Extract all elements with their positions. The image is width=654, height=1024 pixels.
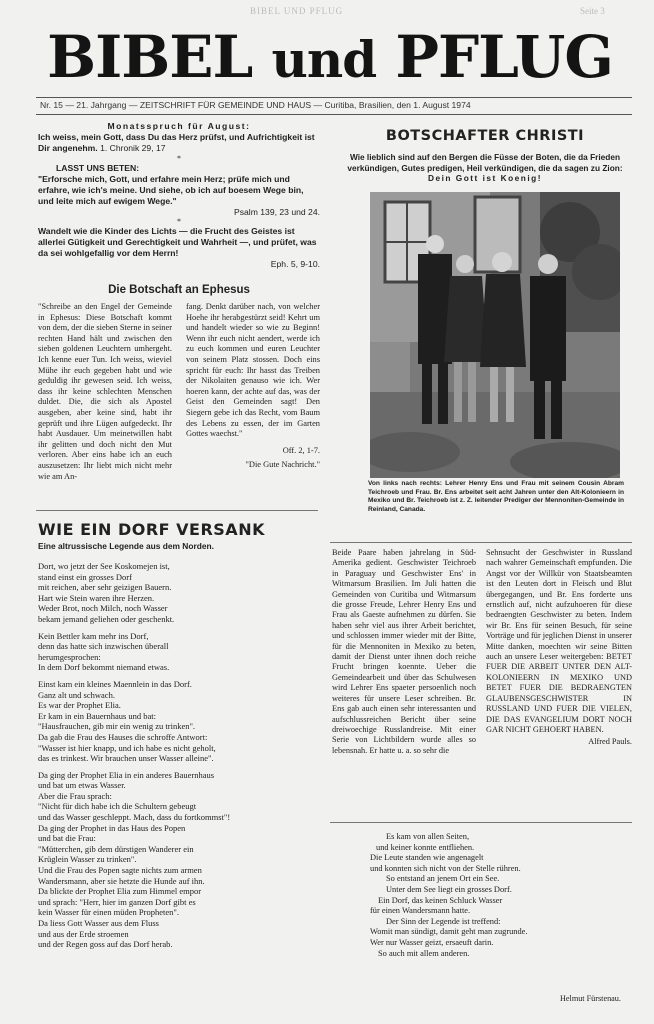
poem-line: denn das hatte sich inzwischen überall [38,641,169,652]
botschafter-author: Alfred Pauls. [588,737,632,747]
dorf-title: WIE EIN DORF VERSANK [38,520,265,539]
poem-line: Da gab die Frau des Hauses die schroffe Antwort: [38,731,208,742]
dorf-subtitle: Eine altrussische Legende aus dem Norden. [38,541,214,551]
poem-end-line: Womit man sündigt, damit geht man zugrunde. [370,927,528,937]
masthead-rule-bottom [36,114,632,115]
poem-line: und bat um etwas Wasser. [38,780,126,791]
ephesus-source: "Die Gute Nachricht." [245,460,320,470]
poem-line: "Nicht für dich habe ich die Schultern gebeugt [38,801,197,812]
poem-end-line: So auch mit allem anderen. [378,948,470,958]
poem-line: herumgesprochen: [38,651,101,662]
poem-line: Aber die Frau sprach: [38,790,112,801]
botschafter-col-2-caps: BETET FUER DIE ARBEIT UNTER DEN ALT-KOLONIEERN IN MEXIKO UND BETET FUER DIE BEDRAENGTEN GLAUBENSGESCHWISTER IN RUSSLAND UND FUER DIE VIELEN, DIE DAS EVANGELIUM DORT NOCH GAR NICHT GEHOERT HABEN. [486,652,632,734]
botschafter-title: BOTSCHAFTER CHRISTI [385,128,585,144]
poem-line: das es trinkest. Wir brauchen unser Wasser alleine". [38,753,214,764]
botschafter-col-1: Beide Paare haben jahrelang in Süd-Amerika gedient. Geschwister Teichroeb in Paraguay und Geschwister Ens' in Witmarsum Brasilien. Im Juli hatten die Gemeinden von Curitiba und Witmarsum die grosse Freude, Lehrer Henry Ens und Frau als Gaeste aufnehmen zu dürfen. Sie haben sehr viel aus ihrer Arbeit berichtet, und schlossen immer wieder mit der Bitte, für die Mennoniten in Mexiko zu beten, damit der Dienst unter ihnen doch reiche Frucht bringen koennte. Ueber die Gemeindearbeit und über das Schulwesen wird Lehrer Ens spaeter persoenlich noch weiteres für unsere Leser schreiben. Br. Ens gab auch einen sehr interessanten und aufschlussreichen Bericht über seine dreiwoechige Russlandreise. Mit einer Serie von Lichtbildern wurde alles so lebensnah. Er hatte u. a. so sehr die [332,548,476,755]
botschafter-verse-spaced: Dein Gott ist Koenig! [427,173,542,183]
masthead-title [30,23,630,91]
photo-caption: Von links nach rechts: Lehrer Henry Ens und Frau mit seinem Cousin Abram Teichroeb und Frau. Br. Ens arbeitet seit acht Jahren unter den Alt-Kolonieern in Mexiko und Br. Teichroeb ist z. Z. leitender Prediger der Mennoniten-Gemeinde in Reinland, Canada. [368,480,624,513]
ephesus-col-1: "Schreibe an den Engel der Gemeinde in Ephesus: Diese Botschaft kommt von dem, der die sieben Sterne in seiner rechten Hand hält und zwischen den sieben goldenen Leuchtern umhergeht. Ich kenne euer Tun. Ich weiss, wieviel Mühe ihr euch gegeben habt und wie geduldig ihr gewesen seid. Ich weiss, dass ihr keine schlechten Menschen duldet. Die, die sich als Apostel ausgeben, aber keine sind, habt ihr geprüft und ihre Lügen aufgedeckt. Ihr habt Ausdauer. Um meinetwillen habt ihr gelitten und doch nicht den Mut verloren. Aber eins habe ich an euch auszusetzen: Ihr liebt mich nicht mehr wie am An- [38,302,172,481]
ephesus-col-2 [186,302,320,482]
poem-line: In dem Dorf bekommt niemand etwas. [38,662,170,673]
poem-line: kein Wasser für einen müden Propheten". [38,907,179,918]
beten-ref: Psalm 139, 23 und 24. [234,207,320,217]
poem-line: Dort, wo jetzt der See Koskomejen ist, [38,561,170,571]
poem-line: Hart wie Stein waren ihre Herzen. [38,592,155,603]
poem-line: und aus der Erde stroemen [38,928,129,939]
botschafter-verse [340,152,630,184]
poem-line: und das Wasser geschleppt. Mach, dass du fortkommst"! [38,812,231,823]
left-divider [36,510,318,511]
poem-line: und der Regen goss auf das Dorf herab. [38,939,173,950]
botschafter-verse-text: Wie lieblich sind auf den Bergen die Füsse der Boten, die da Frieden verkündigen, Gutes predigen, Heil verkündigen, die da sagen zu Zion: [347,152,623,173]
poem-line: Es war der Prophet Elia. [38,700,121,711]
poem-line: "Mütterchen, gib dem dürstigen Wanderer ein [38,843,194,854]
ephesus-columns [38,302,320,482]
poem-end-line: Ein Dorf, das keinen Schluck Wasser [378,895,503,905]
poem-line: Weder Brot, noch Milch, noch Wasser [38,603,168,614]
separator-star: * [177,154,181,163]
photo-illustration [370,192,620,478]
poem-line: Kein Bettler kam mehr ins Dorf, [38,630,149,641]
dorf-article [38,520,320,956]
botschafter-col-2 [486,548,632,748]
separator-star-2: * [177,217,181,226]
poem-line: Er kam in ein Bauernhaus und bat: [38,710,157,721]
dorf-stanza [38,770,320,950]
ephesus-article [38,284,320,482]
poem-line: Da liess Gott Wasser aus dem Fluss [38,918,159,928]
masthead-rule-top [36,97,632,98]
poem-line: und bat die Frau: [38,833,96,844]
masthead-und: und [271,30,377,89]
masthead-bibel: BIBEL [47,23,253,91]
poem-end-line: Der Sinn der Legende ist treffend: [386,916,501,926]
wandelt-ref: Eph. 5, 9-10. [270,259,320,269]
photo-four-persons [370,192,620,478]
ephesus-ref: Off. 2, 1-7. [282,445,320,455]
poem-end-line: Es kam von allen Seiten, [386,832,470,841]
poem-end-line: Unter dem See liegt ein grosses Dorf. [386,884,512,894]
poem-line: Ganz alt und schwach. [38,689,115,700]
right-divider-2 [330,822,632,823]
monatsspruch-heading: Monatsspruch für August: [107,121,251,131]
botschafter-col-2-text: Sehnsucht der Geschwister in Russland nach wahrer Gemeinschaft empfunden. Die Angst vor der Willkür von Staatsbeamten ist den Leuten dort in Fleisch und Blut übergegangen, und Br. Ens forderte uns ernstlich auf, nicht aufzuhoeren für diese bedraengten Geschwister zu beten. Indem wir Br. Ens für seinen Besuch, für seine Vorträge und für jeglichen Dienst in unserer Mitte danken, moechten wir seine Bitten auch an unsere Leser weitergeben: [486,548,632,662]
poem-line: Da blickte der Prophet Elia zum Himmel empor [38,886,202,897]
ephesus-col-2-text: fang. Denkt darüber nach, von welcher Hoehe ihr herabgestürzt seid! Kehrt um und handelt wieder so wie zu Beginn! Wenn ihr euch nicht aendert, werde ich zu euch kommen und euren Leuchter von seinem Platz stossen. Doch eins spricht für euch: Ihr hasst das Treiben der Nikolaiten genauso wie ich. Wer hoeren kann, der achte auf das, was der Geist den Gemeinden sagt! Den Siegern gebe ich das Recht, vom Baum des Lebens zu essen, der im Garten Gottes waechst." [186,302,320,439]
masthead-pflug: PFLUG [395,23,613,91]
poem-line: mit reichen, aber sehr geizigen Bauern. [38,582,172,593]
poem-line: Krüglein Wasser zu trinken". [38,854,137,865]
wandelt-text: Wandelt wie die Kinder des Lichts — die Frucht des Geistes ist allerlei Gütigkeit und Gerechtigkeit und Wahrheit —, und prüfet, was da sei wohlgefallig vor dem Herrn! [38,226,317,258]
poem-line: Und die Frau des Popen sagte nichts zum armen [38,865,202,876]
monatsspruch-ref: 1. Chronik 29, 17 [100,143,166,153]
poem-line: Wandersmann, aber sie hetzte die Hunde auf ihn. [38,875,205,886]
monatsspruch-text: Ich weiss, mein Gott, dass Du das Herz prüfst, und Aufrichtigkeit ist Dir angenehm. 1. Chronik 29, 17 [38,132,315,153]
dorf-stanza [38,631,320,673]
monatsspruch-block [38,121,320,269]
top-strip: BIBEL UND PFLUG [250,6,344,16]
issue-line: Nr. 15 — 21. Jahrgang — ZEITSCHRIFT FÜR GEMEINDE UND HAUS — Curitiba, Brasilien, den 1. August 1974 [40,100,471,110]
ephesus-title: Die Botschaft an Ephesus [108,284,250,296]
poem-line: "Wasser ist hier knapp, und ich habe es nicht geholt, [38,742,216,753]
poem-continuation [330,832,632,959]
poem-line: Da ging der Prophet Elia in ein anderes Bauernhaus [38,769,215,780]
dorf-stanza [38,679,320,764]
botschafter-article [340,128,630,184]
poem-author: Helmut Fürstenau. [560,994,621,1003]
poem-end-line: und keiner konnte entfliehen. [376,842,475,852]
poem-end-line: So entstand an jenem Ort ein See. [386,874,500,884]
dorf-poem [38,561,320,950]
dorf-stanza [38,561,320,625]
poem-line: stand einst ein grosses Dorf [38,571,132,582]
poem-end-line: Wer nur Wasser geizt, ersaeuft darin. [370,937,494,947]
poem-line: "Hausfrauchen, gib mir ein wenig zu trinken". [38,721,196,732]
poem-line: bekam jemand geliehen oder geschenkt. [38,613,175,624]
top-page-number: Seite 3 [580,6,605,16]
beten-text: "Erforsche mich, Gott, und erfahre mein Herz; prüfe mich und erfahre, wie ich's meine. Und siehe, ob ich auf boesem Wege bin, und leite mich auf ewigem Wege." [38,174,304,206]
poem-end-line: Die Leute standen wie angenagelt [370,853,484,863]
poem-line: Einst kam ein kleines Maennlein in das Dorf. [38,678,192,689]
right-divider [330,542,632,543]
poem-end-line: für einen Wandersmann hatte. [370,906,471,916]
poem-end-line: und konnten sich nicht von der Stelle rühren. [370,863,521,873]
beten-heading: LASST UNS BETEN: [56,163,140,173]
poem-line: und sprach: "Herr, hier im ganzen Dorf gibt es [38,896,196,907]
poem-line: Da ging der Prophet in das Haus des Popen [38,822,186,833]
